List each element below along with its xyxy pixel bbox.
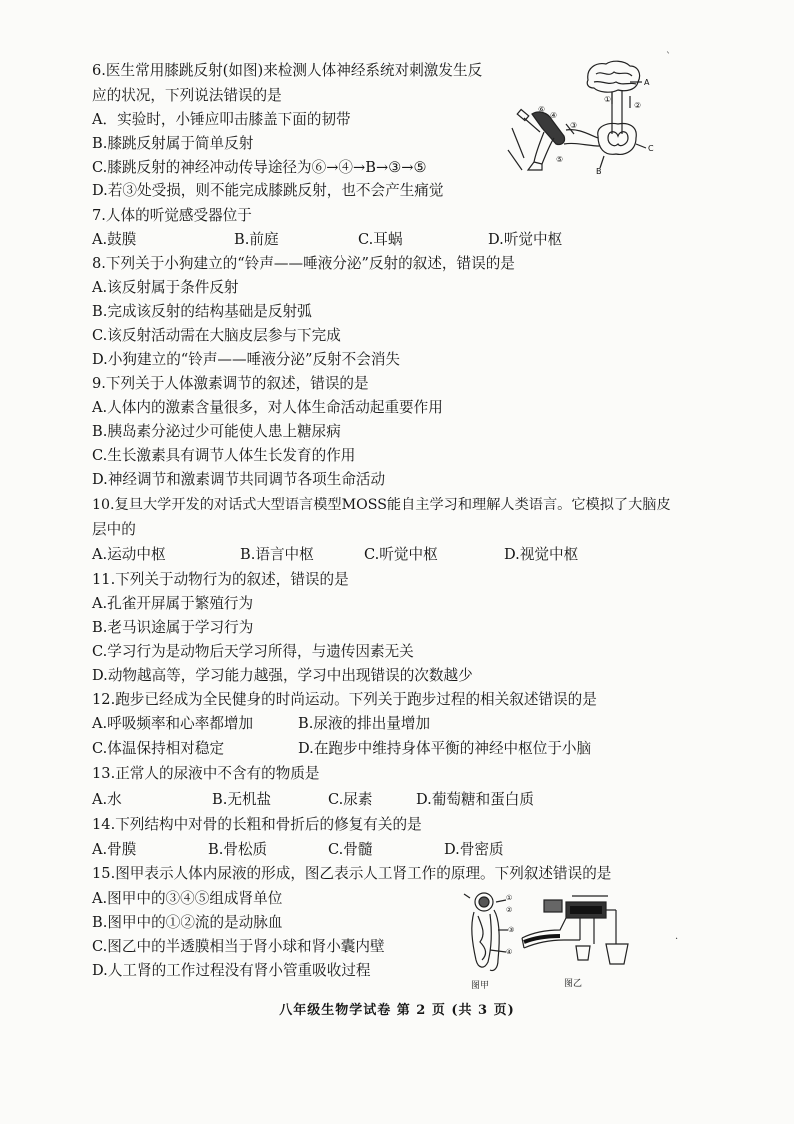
svg-text:②: ②	[506, 906, 513, 914]
scan-speck: ·	[675, 934, 679, 945]
q13-option-c: C.尿素	[328, 791, 373, 808]
q8-option-c: C.该反射活动需在大脑皮层参与下完成	[92, 327, 341, 344]
q12-option-d: D.在跑步中维持身体平衡的神经中枢位于小脑	[298, 740, 592, 757]
q8-option-a: A.该反射属于条件反射	[92, 279, 239, 296]
q7-option-a: A.鼓膜	[92, 231, 137, 248]
q11-option-c: C.学习行为是动物后天学习所得，与遗传因素无关	[92, 643, 414, 660]
q14-option-a: A.骨膜	[92, 841, 137, 858]
q14-option-d: D.骨密质	[444, 841, 504, 858]
svg-text:④: ④	[506, 948, 513, 956]
svg-text:③: ③	[508, 926, 515, 934]
q13-stem: 13.正常人的尿液中不含有的物质是	[92, 765, 320, 782]
q10-stem-line2: 层中的	[92, 521, 136, 538]
q12-options-row2	[92, 738, 692, 760]
fig-label-5: ⑤	[556, 155, 564, 164]
figure-jia-caption: 图甲	[471, 981, 490, 991]
figure-yi-caption: 图乙	[564, 979, 583, 989]
q12-option-a: A.呼吸频率和心率都增加	[92, 715, 254, 732]
q15-option-d: D.人工肾的工作过程没有肾小管重吸收过程	[92, 962, 371, 979]
q7-option-d: D.听觉中枢	[488, 231, 563, 248]
q6-option-b: B.膝跳反射属于简单反射	[92, 135, 254, 152]
nephron-diagram	[460, 890, 520, 976]
q9-stem: 9.下列关于人体激素调节的叙述，错误的是	[92, 375, 369, 392]
q10-option-b: B.语言中枢	[240, 546, 314, 563]
q10-stem-line1: 10.复旦大学开发的对话式大型语言模型MOSS能自主学习和理解人类语言。它模拟了大脑皮	[92, 497, 671, 513]
q14-option-c: C.骨髓	[328, 841, 373, 858]
q10-option-c: C.听觉中枢	[364, 546, 438, 563]
scan-speck: ˋ	[666, 52, 671, 63]
fig-label-6: ⑥	[538, 105, 546, 114]
q8-stem: 8.下列关于小狗建立的“铃声——唾液分泌”反射的叙述，错误的是	[92, 255, 515, 272]
q15-option-b: B.图甲中的①②流的是动脉血	[92, 914, 283, 931]
q6-option-d: D.若③处受损，则不能完成膝跳反射，也不会产生痛觉	[92, 182, 444, 199]
q7-option-b: B.前庭	[234, 231, 279, 248]
fig-label-4: ④	[550, 111, 558, 120]
q9-option-d: D.神经调节和激素调节共同调节各项生命活动	[92, 471, 386, 488]
fig-label-b: B	[596, 167, 602, 176]
q15-option-a: A.图甲中的③④⑤组成肾单位	[92, 890, 283, 907]
q13-option-b: B.无机盐	[212, 791, 272, 808]
page-footer: 八年级生物学试卷 第 2 页 (共 3 页)	[279, 1003, 515, 1018]
q9-option-a: A.人体内的激素含量很多，对人体生命活动起重要作用	[92, 399, 443, 416]
q14-options	[92, 839, 692, 861]
q6-option-c: C.膝跳反射的神经冲动传导途径为⑥→④→B→③→⑤	[92, 159, 427, 176]
q13-option-a: A.水	[92, 791, 122, 808]
q7-options	[92, 229, 692, 251]
fig-label-2: ②	[634, 101, 642, 110]
q14-option-b: B.骨松质	[208, 841, 268, 858]
artificial-kidney-diagram	[520, 892, 632, 972]
knee-jerk-reflex-diagram	[504, 58, 660, 176]
q15-option-c: C.图乙中的半透膜相当于肾小球和肾小囊内壁	[92, 938, 385, 955]
q6-stem-line1: 6.医生常用膝跳反射(如图)来检测人体神经系统对刺激发生反	[92, 62, 483, 79]
fig-label-c: C	[648, 144, 654, 153]
q9-option-c: C.生长激素具有调节人体生长发育的作用	[92, 447, 356, 464]
q11-stem: 11.下列关于动物行为的叙述，错误的是	[92, 571, 349, 588]
q13-option-d: D.葡萄糖和蛋白质	[416, 791, 534, 808]
q10-option-d: D.视觉中枢	[504, 546, 579, 563]
q6-stem-line2: 应的状况，下列说法错误的是	[92, 87, 282, 104]
fig-label-a: A	[644, 78, 650, 87]
q11-option-d: D.动物越高等，学习能力越强，学习中出现错误的次数越少	[92, 667, 473, 684]
q11-option-a: A.孔雀开屏属于繁殖行为	[92, 595, 254, 612]
q15-stem: 15.图甲表示人体内尿液的形成，图乙表示人工肾工作的原理。下列叙述错误的是	[92, 865, 612, 882]
q7-option-c: C.耳蜗	[358, 231, 403, 248]
q10-option-a: A.运动中枢	[92, 546, 166, 563]
q12-stem: 12.跑步已经成为全民健身的时尚运动。下列关于跑步过程的相关叙述错误的是	[92, 691, 597, 708]
q14-stem: 14.下列结构中对骨的长粗和骨折后的修复有关的是	[92, 816, 422, 833]
q13-options	[92, 789, 692, 811]
q10-options	[92, 544, 692, 566]
q8-option-b: B.完成该反射的结构基础是反射弧	[92, 303, 312, 320]
q12-option-b: B.尿液的排出量增加	[298, 715, 431, 732]
svg-text:①: ①	[506, 894, 513, 902]
q11-option-b: B.老马识途属于学习行为	[92, 619, 254, 636]
q6-option-a: A．实验时，小锤应叩击膝盖下面的韧带	[92, 111, 351, 128]
q12-options-row1	[92, 713, 692, 735]
fig-label-1: ①	[604, 95, 612, 104]
q8-option-d: D.小狗建立的“铃声——唾液分泌”反射不会消失	[92, 351, 401, 368]
fig-label-3: ③	[570, 121, 578, 130]
q9-option-b: B.胰岛素分泌过少可能使人患上糖尿病	[92, 423, 341, 440]
q7-stem: 7.人体的听觉感受器位于	[92, 207, 252, 224]
q12-option-c: C.体温保持相对稳定	[92, 740, 225, 757]
